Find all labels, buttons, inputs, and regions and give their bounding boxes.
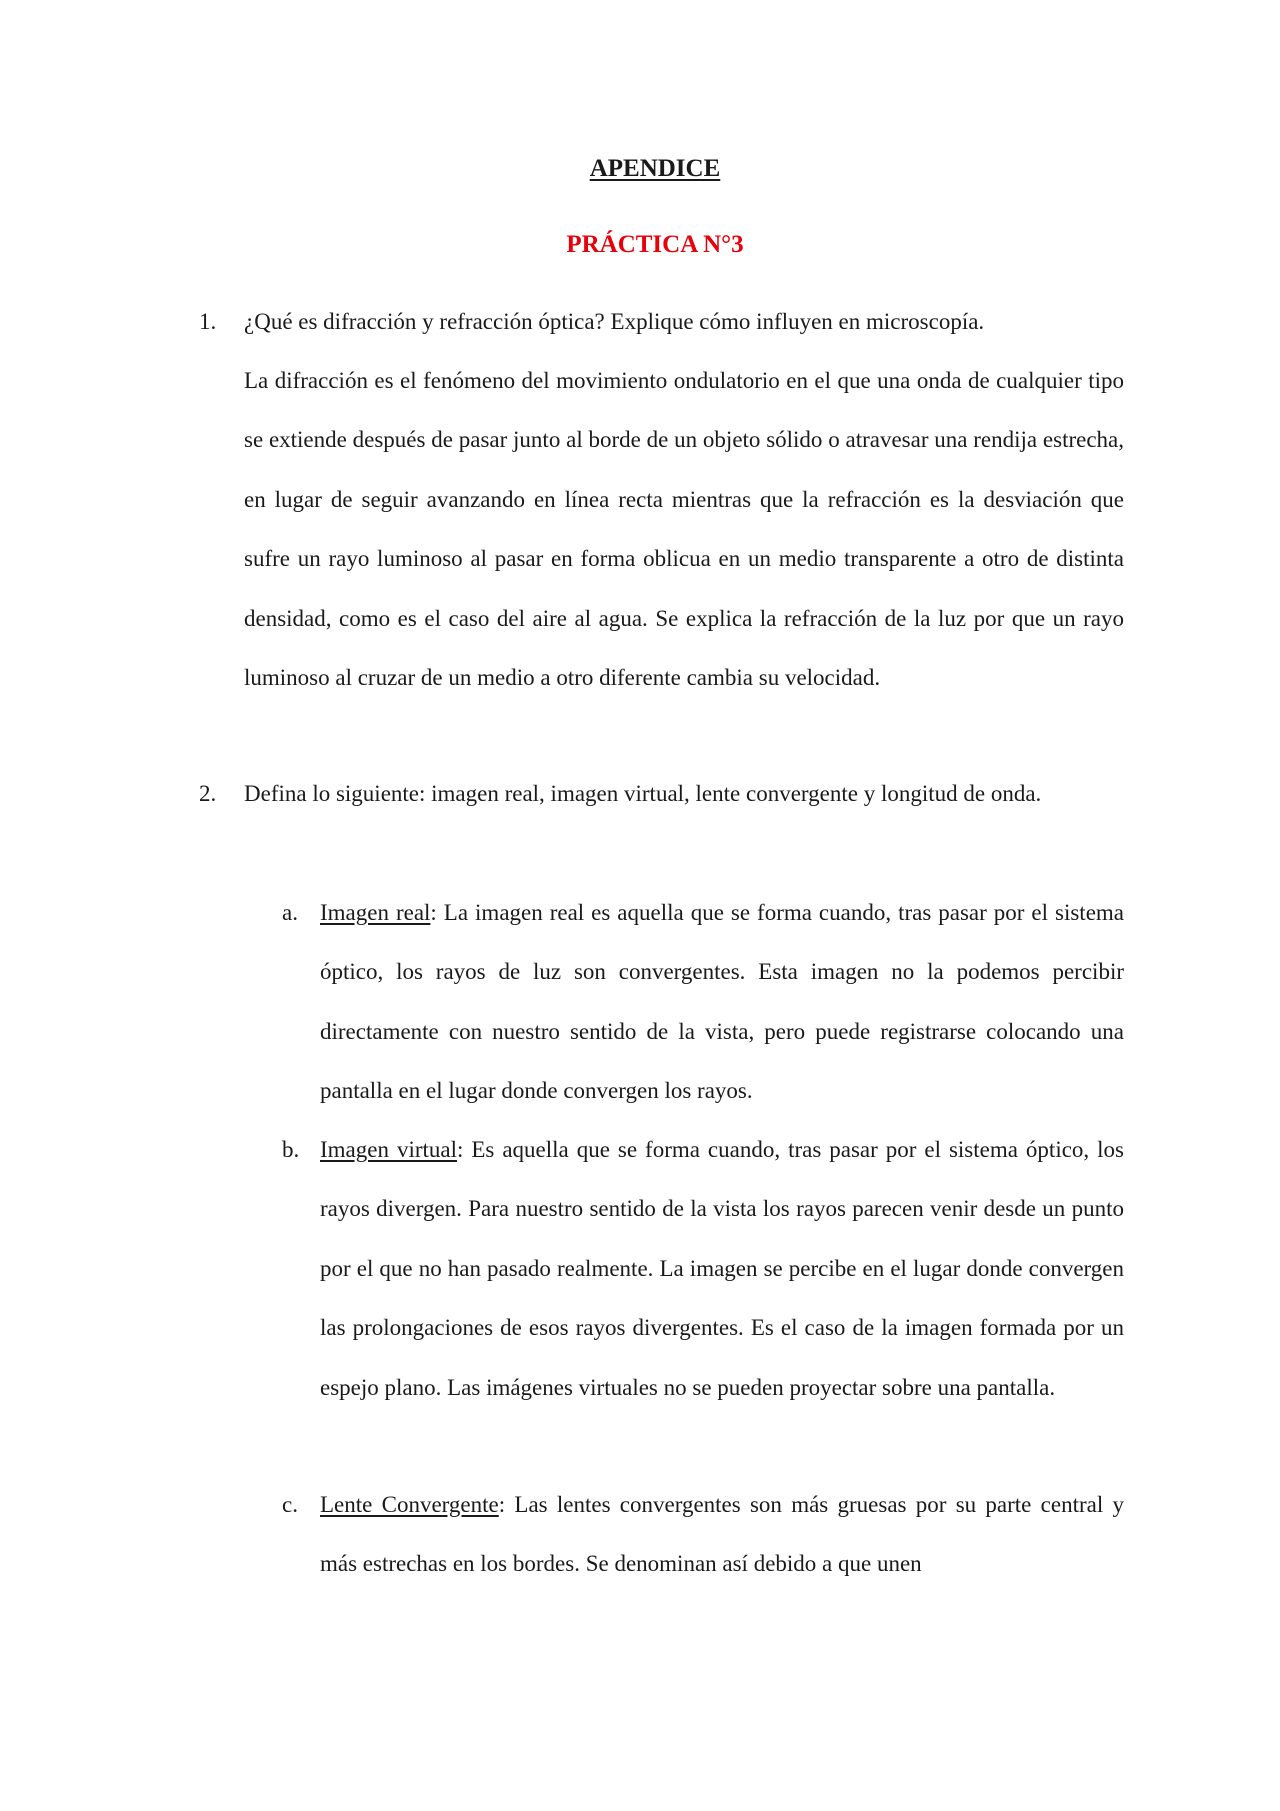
item-c-marker: c. <box>282 1492 298 1517</box>
item-a-marker: a. <box>282 900 298 925</box>
item-a-term: Imagen real <box>320 900 431 925</box>
item-c-term: Lente Convergente <box>320 1492 499 1517</box>
item-b-definition <box>320 1120 1124 1417</box>
item-a-definition <box>320 883 1124 1121</box>
question-1-text: ¿Qué es difracción y refracción óptica? Explique cómo influyen en microscopía. <box>244 309 985 334</box>
document-subtitle: PRÁCTICA N°3 <box>566 231 744 258</box>
item-b-marker: b. <box>282 1137 300 1162</box>
question-1-answer: La difracción es el fenómeno del movimiento ondulatorio en el que una onda de cualquier tipo se extiende después de pasar junto al borde de un objeto sólido o atravesar una rendija estrecha, en lugar de seguir avanzando en línea recta mientras que la refracción es la desviación que sufre un rayo luminoso al pasar en forma oblicua en un medio transparente a otro de distinta densidad, como es el caso del aire al agua. Se explica la refracción de la luz por que un rayo luminoso al cruzar de un medio a otro diferente cambia su velocidad. <box>244 368 1124 691</box>
item-b-text: : Es aquella que se forma cuando, tras pasar por el sistema óptico, los rayos divergen. Para nuestro sentido de la vista los rayos parecen venir desde un punto por el que no han pasado realmente. La imagen se percibe en el lugar donde convergen las prolongaciones de esos rayos divergentes. Es el caso de la imagen formada por un espejo plano. Las imágenes virtuales no se pueden proyectar sobre una pantalla. <box>320 1137 1124 1400</box>
item-c-definition <box>320 1475 1124 1594</box>
question-2-number: 2. <box>199 781 217 806</box>
question-1-number: 1. <box>199 309 217 334</box>
document-title: APENDICE <box>589 155 721 182</box>
item-a-text: : La imagen real es aquella que se forma cuando, tras pasar por el sistema óptico, los rayos de luz son convergentes. Esta imagen no la podemos percibir directamente con nuestro sentido de la vista, pero puede registrarse colocando una pantalla en el lugar donde convergen los rayos. <box>320 900 1124 1104</box>
question-2-text: Defina lo siguiente: imagen real, imagen virtual, lente convergente y longitud de onda. <box>244 781 1042 806</box>
item-c-text: : Las lentes convergentes son más gruesas por su parte central y más estrechas en los bordes. Se denominan así debido a que unen <box>320 1492 1124 1577</box>
item-b-term: Imagen virtual <box>320 1137 457 1162</box>
